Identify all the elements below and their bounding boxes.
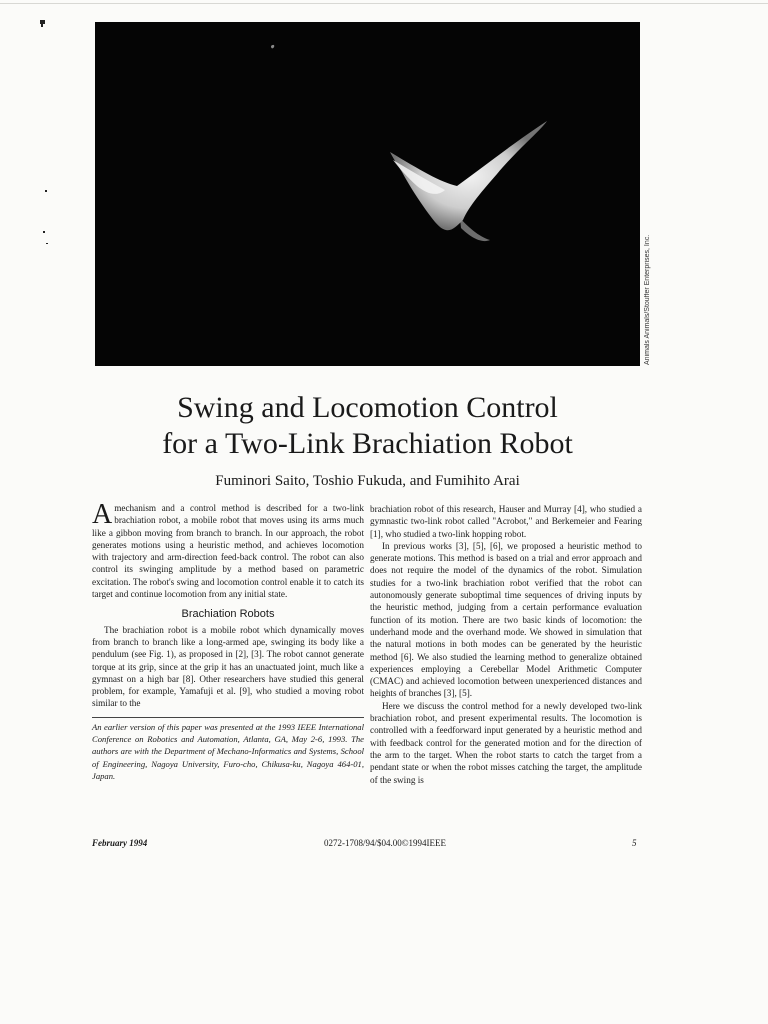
footnote-rule	[92, 717, 364, 718]
section-heading: Brachiation Robots	[181, 608, 275, 621]
footer-copyright: 0272-1708/94/$04.00©1994IEEE	[323, 838, 447, 848]
page-number: 5	[632, 838, 637, 848]
abstract-text: mechanism and a control method is described for a two-link brachiation robot, a mobile robot that moves using its arms much like a gibbon moving from branch to branch. In our approach, the robot generates motions using a heuristic method, and achieves locomotion with trajectory and arm-direction feed-back control. The robot can also control its swinging amplitude by a method based on parametric excitation. The robot's swing and locomotion control enable it to catch its target and continue locomotion from any initial state.	[92, 503, 364, 600]
abstract-paragraph	[92, 499, 364, 600]
right-column	[370, 503, 642, 786]
drop-cap: A	[92, 499, 113, 530]
right-paragraph-1: brachiation robot of this research, Hauser and Murray [4], who studied a gymnastic two-link robot called "Acrobot," and Berkemeier and Fearing [1], who studied a two-link hopping robot.	[370, 504, 642, 539]
footer-date: February 1994	[92, 838, 148, 848]
title-line-1: Swing and Locomotion Control	[177, 391, 558, 424]
article-title	[95, 390, 640, 462]
gibbon-photo	[95, 22, 640, 366]
left-column	[92, 499, 364, 782]
photo-credit: Animals Animals/Stouffer Enterprises, Inc.	[644, 234, 651, 365]
authors: Fuminori Saito, Toshio Fukuda, and Fumihito Arai	[215, 473, 520, 489]
gibbon-photo-illustration	[95, 22, 640, 366]
section-paragraph: The brachiation robot is a mobile robot which dynamically moves from branch to branch like a long-armed ape, swinging its body like a pendulum (see Fig. 1), as proposed in [2], [3]. The robot cannot generate torque at its grip, since at the grip it has an unactuated joint, much like a gymnast on a high bar [8]. Other researchers have studied this general problem, for example, Yamafuji et al. [9], who studied a moving robot similar to the	[92, 624, 364, 709]
right-paragraph-2: In previous works [3], [5], [6], we proposed a heuristic method to generate motions. This method is based on a trial and error approach and does not require the model of the dynamics of the robot. Simulation studies for a two-link brachiation robot verified that the robot can autonomously generate suboptimal time sequences of driving inputs by the heuristic method, judging from a certain performance evaluation function of its motion. There are two basic kinds of locomotion: the underhand mode and the overhand mode. We showed in simulation that the natural motions in both modes can be generated by the heuristic method [6]. We also studied the learning method to generalize obtained experiences employing a Cerebellar Model Arithmetic Computer (CMAC) and achieved locomotion between unexperienced distances and heights of branches [3], [5].	[370, 540, 642, 699]
footnote: An earlier version of this paper was presented at the 1993 IEEE International Conference on Robotics and Automation, Atlanta, GA, May 2-6, 1993. The authors are with the Department of Mechano-Informatics and Systems, School of Engineering, Nagoya University, Furo-cho, Chikusa-ku, Nagoya 464-01, Japan.	[92, 721, 364, 781]
title-line-2: for a Two-Link Brachiation Robot	[162, 427, 573, 460]
right-paragraph-3: Here we discuss the control method for a newly developed two-link brachiation robot, and present experimental results. The locomotion is controlled with a feedforward input generated by a heuristic method and with feedback control for the generated motion and for the direction of the arm to the target. When the robot starts to catch the target from a pendant state or when the robot misses catching the target, the amplitude of the swing is	[370, 700, 642, 785]
scan-edge-line	[0, 3, 768, 4]
